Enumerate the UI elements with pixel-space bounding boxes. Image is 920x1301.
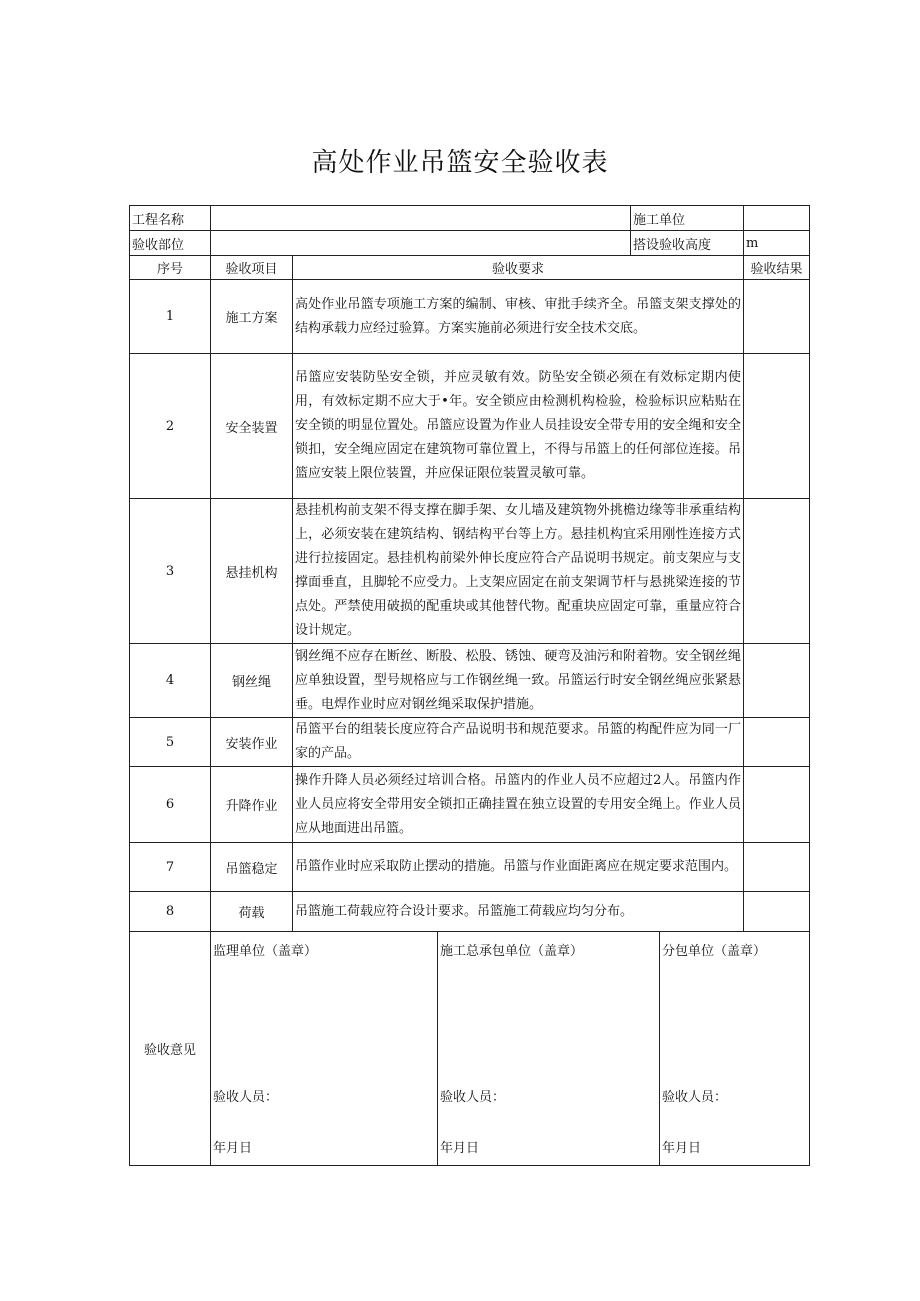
row-result-field[interactable] [744,499,810,644]
col-header-requirement: 验收要求 [293,256,744,280]
subcontractor-inspector-label: 验收人员： [662,1090,728,1105]
row-requirement: 吊篮平台的组装长度应符合产品说明书和规范要求。吊篮的构配件应为同一厂家的产品。 [293,718,744,767]
row-requirement: 吊篮作业时应采取防止摆动的措施。吊篮与作业面距离应在规定要求范围内。 [293,843,744,892]
row-requirement: 悬挂机构前支架不得支撑在脚手架、女儿墙及建筑物外挑檐边缘等非承重结构上，必须安装在建筑结构、钢结构平台等上方。悬挂机构宜采用刚性连接方式进行拉接固定。悬挂机构前梁外伸长度应符合产品说明书规定。前支架应与支撑面垂直，且脚轮不应受力。上支架应固定在前支架调节杆与悬挑梁连接的节点处。严禁使用破损的配重块或其他替代物。配重块应固定可靠，重量应符合设计规定。 [293,499,744,644]
row-no: 3 [130,499,211,644]
row-no: 6 [130,767,211,843]
row-item: 安装作业 [211,718,293,767]
table-row [130,892,810,932]
row-no: 2 [130,354,211,499]
row-result-field[interactable] [744,280,810,354]
row-result-field[interactable] [744,892,810,932]
row-requirement: 吊篮施工荷载应符合设计要求。吊篮施工荷载应均匀分布。 [293,892,744,932]
contractor-label: 施工单位 [631,206,744,231]
row-result-field[interactable] [744,354,810,499]
row-item: 荷载 [211,892,293,932]
row-item: 悬挂机构 [211,499,293,644]
row-requirement: 操作升降人员必须经过培训合格。吊篮内的作业人员不应超过2人。吊篮内作业人员应将安全带用安全锁扣正确挂置在独立设置的专用安全绳上。作业人员应从地面进出吊篮。 [293,767,744,843]
page-title: 高处作业吊篮安全验收表 [311,148,609,178]
supervisor-inspector-label: 验收人员： [213,1090,279,1105]
row-no: 5 [130,718,211,767]
acceptance-table [129,205,810,1166]
table-row [130,718,810,767]
section-field[interactable] [211,231,631,256]
height-unit: m [744,231,810,256]
table-row [130,843,810,892]
table-row [130,499,810,644]
height-label: 搭设验收高度 [631,231,744,256]
contractor-date-label: 年月日 [440,1141,480,1156]
table-row [130,767,810,843]
row-result-field[interactable] [744,718,810,767]
row-result-field[interactable] [744,843,810,892]
row-no: 1 [130,280,211,354]
supervisor-org-label: 监理单位（盖章） [213,944,318,959]
col-header-item: 验收项目 [211,256,293,280]
contractor-inspector-label: 验收人员： [440,1090,506,1105]
subcontractor-sign-box[interactable] [660,932,810,1166]
row-result-field[interactable] [744,644,810,718]
supervisor-date-label: 年月日 [213,1141,253,1156]
project-name-label: 工程名称 [130,206,211,231]
contractor-sign-box[interactable] [438,932,660,1166]
opinion-row [130,932,810,1166]
contractor-org-label: 施工总承包单位（盖章） [440,944,584,959]
row-no: 8 [130,892,211,932]
row-no: 4 [130,644,211,718]
row-requirement: 钢丝绳不应存在断丝、断股、松股、锈蚀、硬弯及油污和附着物。安全钢丝绳应单独设置，型号规格应与工作钢丝绳一致。吊篮运行时安全钢丝绳应张紧悬垂。电焊作业时应对钢丝绳采取保护措施。 [293,644,744,718]
project-name-field[interactable] [211,206,631,231]
row-item: 钢丝绳 [211,644,293,718]
row-requirement: 高处作业吊篮专项施工方案的编制、审核、审批手续齐全。吊篮支架支撑处的结构承载力应经过验算。方案实施前必须进行安全技术交底。 [293,280,744,354]
row-result-field[interactable] [744,767,810,843]
table-row [130,280,810,354]
col-header-no: 序号 [130,256,211,280]
row-item: 吊篮稳定 [211,843,293,892]
row-item: 施工方案 [211,280,293,354]
section-label: 验收部位 [130,231,211,256]
opinion-label: 验收意见 [130,932,211,1166]
row-item: 升降作业 [211,767,293,843]
table-row [130,354,810,499]
subcontractor-date-label: 年月日 [662,1141,702,1156]
supervisor-sign-box[interactable] [211,932,438,1166]
col-header-result: 验收结果 [744,256,810,280]
subcontractor-org-label: 分包单位（盖章） [662,944,767,959]
row-requirement: 吊篮应安装防坠安全锁，并应灵敏有效。防坠安全锁必须在有效标定期内使用，有效标定期不应大于•年。安全锁应由检测机构检验，检验标识应粘贴在安全锁的明显位置处。吊篮应设置为作业人员挂设安全带专用的安全绳和安全锁扣，安全绳应固定在建筑物可靠位置上，不得与吊篮上的任何部位连接。吊篮应安装上限位装置，并应保证限位装置灵敏可靠。 [293,354,744,499]
contractor-field[interactable] [744,206,810,231]
row-no: 7 [130,843,211,892]
table-row [130,644,810,718]
row-item: 安全装置 [211,354,293,499]
